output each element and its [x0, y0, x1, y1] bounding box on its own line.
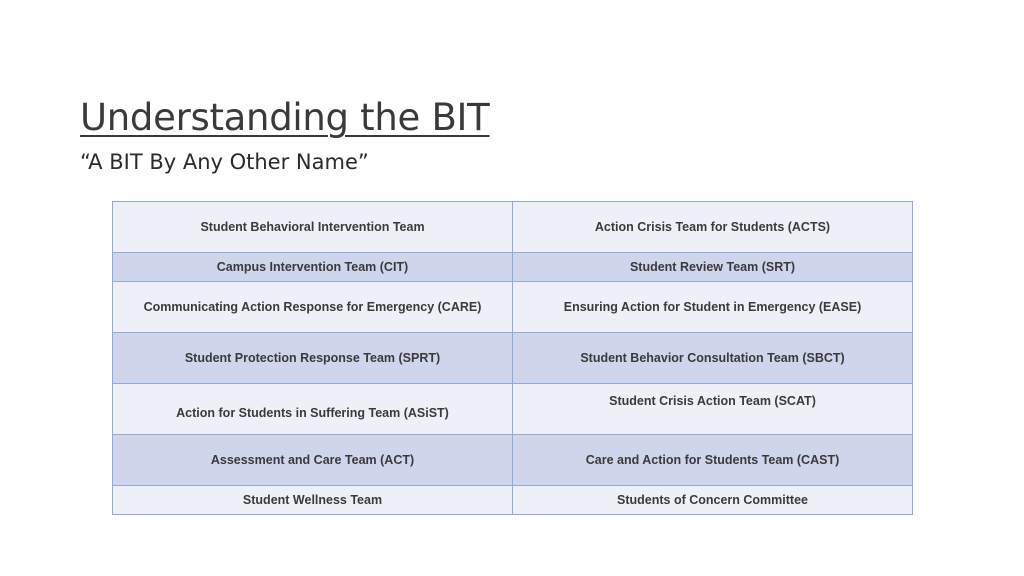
- table-cell: Care and Action for Students Team (CAST): [513, 435, 913, 486]
- bit-names-table: [112, 201, 913, 515]
- table-row: [113, 384, 913, 435]
- table-cell: Action for Students in Suffering Team (ASiST): [113, 384, 513, 435]
- table-cell: Student Wellness Team: [113, 486, 513, 515]
- table-cell: Student Behavior Consultation Team (SBCT): [513, 333, 913, 384]
- table-row: [113, 486, 913, 515]
- table-row: [113, 435, 913, 486]
- slide-subtitle: “A BIT By Any Other Name”: [80, 150, 369, 174]
- slide-title: Understanding the BIT: [80, 96, 490, 139]
- table-cell: Campus Intervention Team (CIT): [113, 253, 513, 282]
- table-cell: Student Review Team (SRT): [513, 253, 913, 282]
- table-cell: Student Behavioral Intervention Team: [113, 202, 513, 253]
- table-cell: Communicating Action Response for Emergency (CARE): [113, 282, 513, 333]
- table-row: [113, 202, 913, 253]
- table-row: [113, 253, 913, 282]
- table-cell: Ensuring Action for Student in Emergency (EASE): [513, 282, 913, 333]
- table-cell: Action Crisis Team for Students (ACTS): [513, 202, 913, 253]
- table-cell: Students of Concern Committee: [513, 486, 913, 515]
- table-row: [113, 282, 913, 333]
- table-cell: Student Crisis Action Team (SCAT): [513, 384, 913, 435]
- table-cell: Assessment and Care Team (ACT): [113, 435, 513, 486]
- table-row: [113, 333, 913, 384]
- table-cell: Student Protection Response Team (SPRT): [113, 333, 513, 384]
